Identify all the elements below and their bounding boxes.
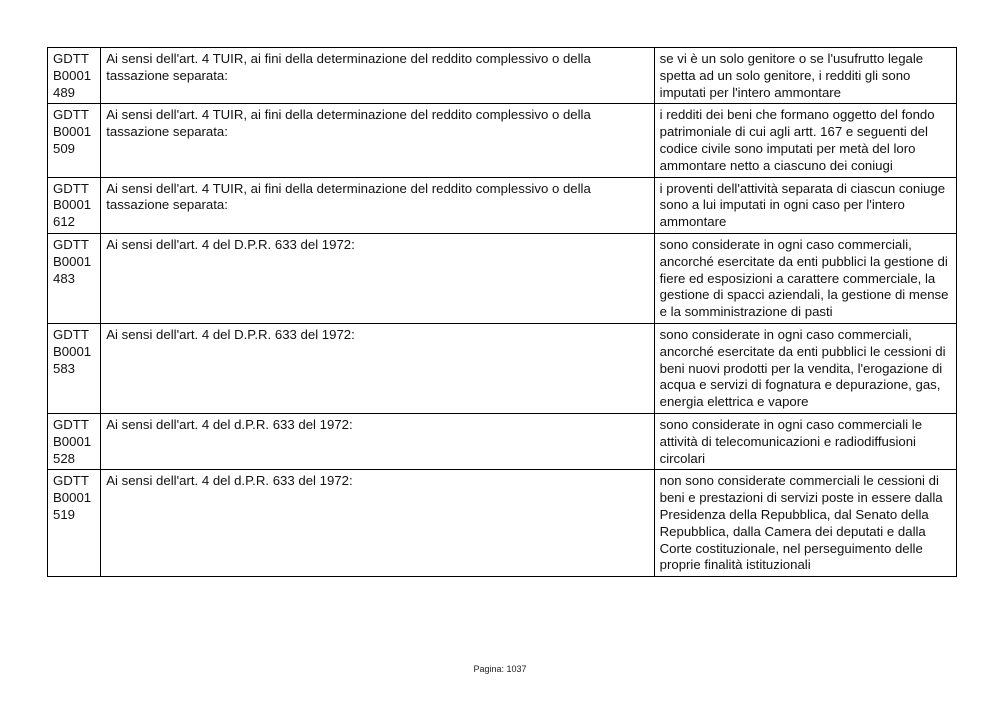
- question-text-cell: Ai sensi dell'art. 4 TUIR, ai fini della determinazione del reddito complessivo o della tassazione separata:: [101, 48, 654, 104]
- question-code-line: B0001: [53, 253, 92, 269]
- questions-table-body: [48, 48, 957, 577]
- question-code-line: B0001: [53, 343, 92, 359]
- question-text-cell: Ai sensi dell'art. 4 del D.P.R. 633 del 1972:: [101, 233, 654, 323]
- question-text-cell: Ai sensi dell'art. 4 TUIR, ai fini della determinazione del reddito complessivo o della tassazione separata:: [101, 177, 654, 233]
- page-number: Pagina: 1037: [473, 664, 527, 674]
- answer-text-cell: i redditi dei beni che formano oggetto del fondo patrimoniale di cui agli artt. 167 e seguenti del codice civile sono imputati per metà del loro ammontare netto a ciascuno dei coniugi: [654, 104, 956, 177]
- question-code-line: 483: [53, 270, 76, 286]
- answer-text-cell: se vi è un solo genitore o se l'usufrutto legale spetta ad un solo genitore, i redditi gli sono imputati per l'intero ammontare: [654, 48, 956, 104]
- question-code-cell: [48, 413, 101, 469]
- question-code-line: GDTT: [53, 51, 89, 66]
- question-code-line: 583: [53, 360, 76, 376]
- table-row: [48, 323, 957, 413]
- question-code-line: GDTT: [53, 236, 89, 252]
- table-row: [48, 48, 957, 104]
- question-code-cell: [48, 470, 101, 577]
- question-code-line: B0001: [53, 197, 92, 213]
- question-code-line: 509: [53, 140, 76, 156]
- question-code-line: 612: [53, 214, 76, 230]
- question-code-line: GDTT: [53, 473, 89, 489]
- question-code-line: 489: [53, 84, 76, 100]
- table-row: [48, 470, 957, 577]
- question-code-cell: [48, 48, 101, 104]
- table-row: [48, 233, 957, 323]
- question-code-line: B0001: [53, 67, 92, 83]
- question-code-line: GDTT: [53, 326, 89, 342]
- question-code-cell: [48, 177, 101, 233]
- question-code-line: B0001: [53, 490, 92, 506]
- question-code-line: 528: [53, 450, 76, 466]
- question-code-cell: [48, 104, 101, 177]
- question-text-cell: Ai sensi dell'art. 4 del d.P.R. 633 del 1972:: [101, 413, 654, 469]
- answer-text-cell: sono considerate in ogni caso commerciali, ancorché esercitate da enti pubblici la gestione di fiere ed esposizioni a carattere commerciale, la gestione di spacci aziendali, la gestione di mense e la somministrazione di pasti: [654, 233, 956, 323]
- answer-text-cell: non sono considerate commerciali le cessioni di beni e prestazioni di servizi poste in essere dalla Presidenza della Repubblica, dal Senato della Repubblica, dalla Camera dei deputati e dalla Corte costituzionale, nel perseguimento delle proprie finalità istituzionali: [654, 470, 956, 577]
- question-code-line: 519: [53, 506, 76, 522]
- table-row: [48, 104, 957, 177]
- question-code-cell: [48, 323, 101, 413]
- question-code-line: GDTT: [53, 107, 89, 123]
- question-code-line: B0001: [53, 433, 92, 449]
- question-text-cell: Ai sensi dell'art. 4 TUIR, ai fini della determinazione del reddito complessivo o della tassazione separata:: [101, 104, 654, 177]
- answer-text-cell: sono considerate in ogni caso commerciali, ancorché esercitate da enti pubblici le cessioni di beni nuovi prodotti per la vendita, l'erogazione di acqua e servizi di fognatura e depurazione, gas, energia elettrica e vapore: [654, 323, 956, 413]
- table-row: [48, 177, 957, 233]
- answer-text-cell: sono considerate in ogni caso commerciali le attività di telecomunicazioni e radiodiffusioni circolari: [654, 413, 956, 469]
- answer-text-cell: i proventi dell'attività separata di ciascun coniuge sono a lui imputati in ogni caso per l'intero ammontare: [654, 177, 956, 233]
- question-code-cell: [48, 233, 101, 323]
- question-code-line: GDTT: [53, 416, 89, 432]
- question-code-line: GDTT: [53, 180, 89, 196]
- question-code-line: B0001: [53, 124, 92, 140]
- table-row: [48, 413, 957, 469]
- question-text-cell: Ai sensi dell'art. 4 del D.P.R. 633 del 1972:: [101, 323, 654, 413]
- questions-table: [47, 47, 957, 577]
- question-text-cell: Ai sensi dell'art. 4 del d.P.R. 633 del 1972:: [101, 470, 654, 577]
